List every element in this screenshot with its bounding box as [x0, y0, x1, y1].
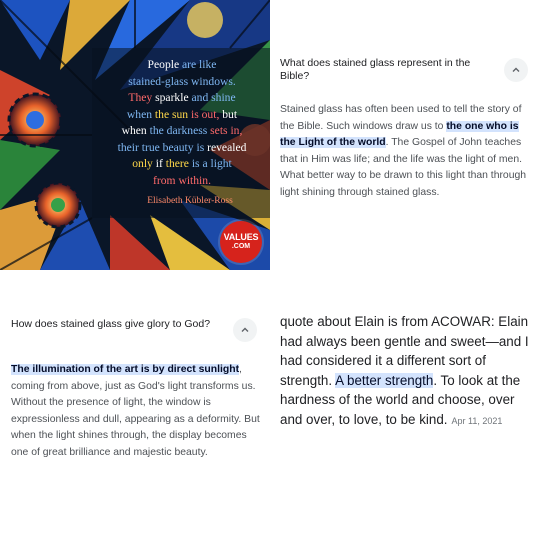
quote-word: is out, — [191, 107, 223, 121]
quote-word: their — [117, 140, 142, 154]
quote-line — [96, 156, 268, 173]
faq-1-header[interactable] — [280, 57, 495, 83]
faq-card-2 — [0, 270, 270, 540]
quote-line — [96, 173, 268, 190]
quote-line — [96, 90, 268, 107]
faq-2-answer-after: , coming from above, just as God's light transforms us. Without the presence of light, the window is expressionless and dull, appearing as a deformity. But when the light shines through, the display becomes one of great brilliance and majestic beauty. — [11, 364, 260, 458]
quote-word: true beauty — [141, 140, 197, 154]
faq-1-collapse-button[interactable] — [504, 58, 528, 82]
quote-text — [96, 57, 268, 189]
snippet-text-highlight: A better strength — [335, 372, 434, 388]
quote-word: the darkness — [149, 124, 211, 137]
quote-author: Elisabeth Kübler-Ross — [147, 196, 233, 206]
quote-word: when — [126, 107, 155, 121]
faq-1-question[interactable]: What does stained glass represent in the Bible? — [280, 57, 471, 82]
quote-word: there — [165, 157, 192, 170]
quote-word: are like — [182, 58, 217, 71]
quote-line — [96, 123, 268, 140]
quote-line — [96, 140, 268, 157]
faq-1-answer-highlight: the one who is the Light of the world — [280, 120, 519, 149]
faq-2-question[interactable]: How does stained glass give glory to God? — [11, 318, 211, 330]
quote-word: but — [222, 107, 238, 121]
quote-word: People — [147, 58, 182, 71]
values-logo — [220, 221, 262, 263]
faq-2-collapse-button[interactable] — [233, 318, 257, 342]
quote-image[interactable] — [0, 0, 270, 270]
quote-line — [96, 57, 268, 74]
quote-word: only — [132, 157, 156, 170]
snippet-text-before: quote about Elain is from ACOWAR: Elain had always been gentle and sweet—and I had considered it a different sort of strength. — [280, 314, 529, 388]
quote-word: and shine — [191, 91, 236, 104]
quote-line — [96, 74, 268, 91]
quote-word: stained-glass windows. — [128, 74, 236, 88]
faq-1-answer-after: . The Gospel of John teaches that in Him was life; and the life was the light of men. What better way to be drawn to this light than through light shining through stained glass. — [280, 137, 527, 198]
snippet-card — [270, 270, 540, 540]
chevron-up-icon — [511, 65, 521, 75]
quote-word: sparkle — [155, 91, 192, 104]
snippet-text — [280, 312, 532, 431]
quote-word: the sun — [154, 107, 191, 121]
logo-line-2: .COM — [231, 243, 251, 250]
faq-1-answer-before: Stained glass has often been used to tell the story of the Bible. Such windows draw us to — [280, 104, 522, 132]
chevron-up-icon — [240, 325, 250, 335]
snippet-date: Apr 11, 2021 — [451, 415, 503, 426]
snippet-text-after: . To look at the hardness of the world and choose, over and over, to love, to be kind. — [280, 372, 521, 427]
quote-word: a light — [202, 157, 232, 170]
logo-line-1: VALUES — [223, 232, 259, 242]
faq-card-1 — [270, 0, 540, 270]
quote-word: if — [155, 157, 166, 170]
quote-word: from within. — [153, 173, 211, 187]
quote-word: when — [121, 124, 150, 137]
quote-word: revealed — [207, 140, 247, 154]
faq-2-answer — [11, 362, 263, 462]
faq-2-header[interactable] — [11, 318, 221, 331]
quote-word: is — [196, 140, 208, 154]
quote-word: They — [128, 91, 156, 104]
quote-line — [96, 107, 268, 124]
faq-1-answer — [280, 102, 532, 202]
faq-2-answer-highlight: The illumination of the art is by direct sunlight — [11, 364, 240, 375]
quote-word: sets in, — [210, 124, 243, 137]
quote-word: is — [191, 157, 203, 170]
